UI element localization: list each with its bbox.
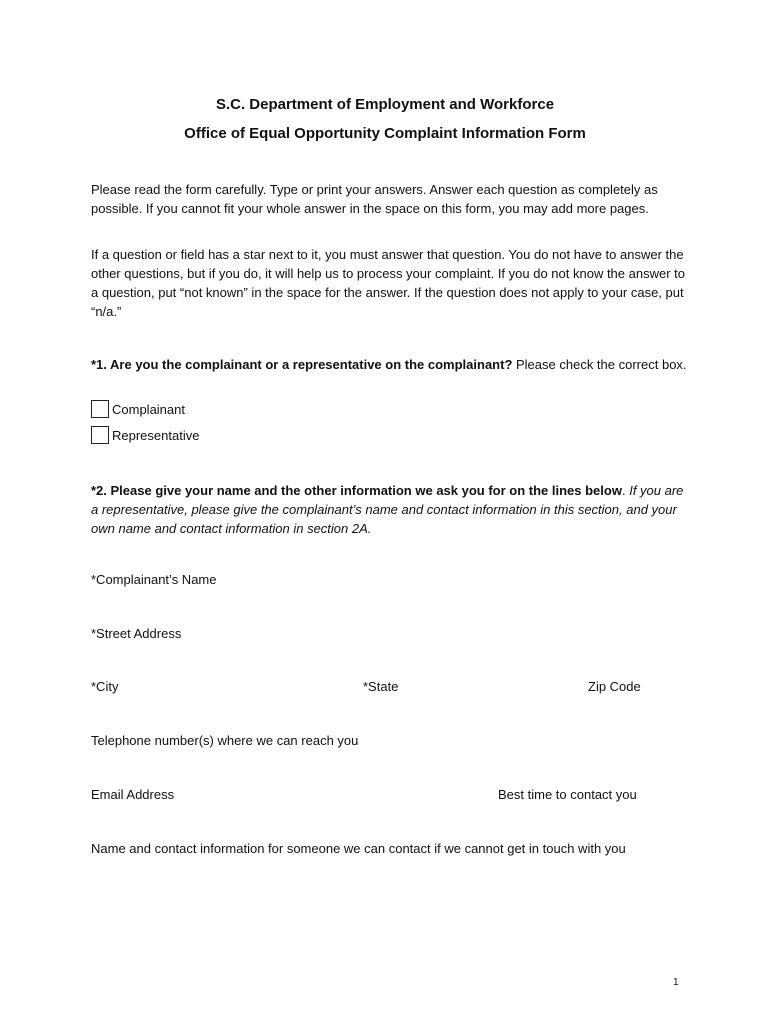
question-2-prompt-italic: If you are a representative, please give the complainant’s name and contact information in this section, and your own name and contact information in section 2A. <box>91 483 684 536</box>
question-1-prompt-bold: *1. Are you the complainant or a representative on the complainant? <box>91 357 513 372</box>
question-2-prompt <box>91 481 691 538</box>
zip-code-field[interactable]: Zip Code <box>588 679 641 694</box>
street-address-field[interactable]: *Street Address <box>91 626 182 641</box>
form-subtitle: Office of Equal Opportunity Complaint Information Form <box>184 125 586 142</box>
page-number: 1 <box>673 977 679 988</box>
question-2-prompt-bold: *2. Please give your name and the other information we ask you for on the lines below <box>91 483 622 498</box>
complainant-checkbox-label: Complainant <box>112 401 185 417</box>
complainant-checkbox[interactable] <box>91 400 109 418</box>
city-field[interactable]: *City <box>91 679 119 694</box>
best-time-field[interactable]: Best time to contact you <box>498 787 637 802</box>
option-representative[interactable] <box>91 425 199 445</box>
instructions-paragraph-1: Please read the form carefully. Type or print your answers. Answer each question as completely as possible. If you cannot fit your whole answer in the space on this form, you may add more pages. <box>91 182 658 216</box>
instructions-paragraph-2: If a question or field has a star next to it, you must answer that question. You do not have to answer the other questions, but if you do, it will help us to process your complaint. If you do not know the answer to a question, put “not known” in the space for the answer. If the question does not apply to your case, put “n/a.” <box>91 247 685 319</box>
email-address-field[interactable]: Email Address <box>91 787 175 802</box>
option-complainant[interactable] <box>91 399 185 419</box>
representative-checkbox-label: Representative <box>112 427 200 443</box>
representative-checkbox[interactable] <box>91 426 109 444</box>
complainant-name-field[interactable]: *Complainant’s Name <box>91 572 217 587</box>
page-title: S.C. Department of Employment and Workforce <box>215 96 555 113</box>
question-2-prompt-sep: . <box>621 483 630 498</box>
state-field[interactable]: *State <box>363 679 399 694</box>
question-1-prompt-rest: Please check the correct box. <box>512 357 687 372</box>
telephone-field[interactable]: Telephone number(s) where we can reach you <box>91 733 359 748</box>
alternate-contact-field[interactable]: Name and contact information for someone we can contact if we cannot get in touch with you <box>91 841 626 856</box>
question-1-prompt <box>91 355 691 374</box>
